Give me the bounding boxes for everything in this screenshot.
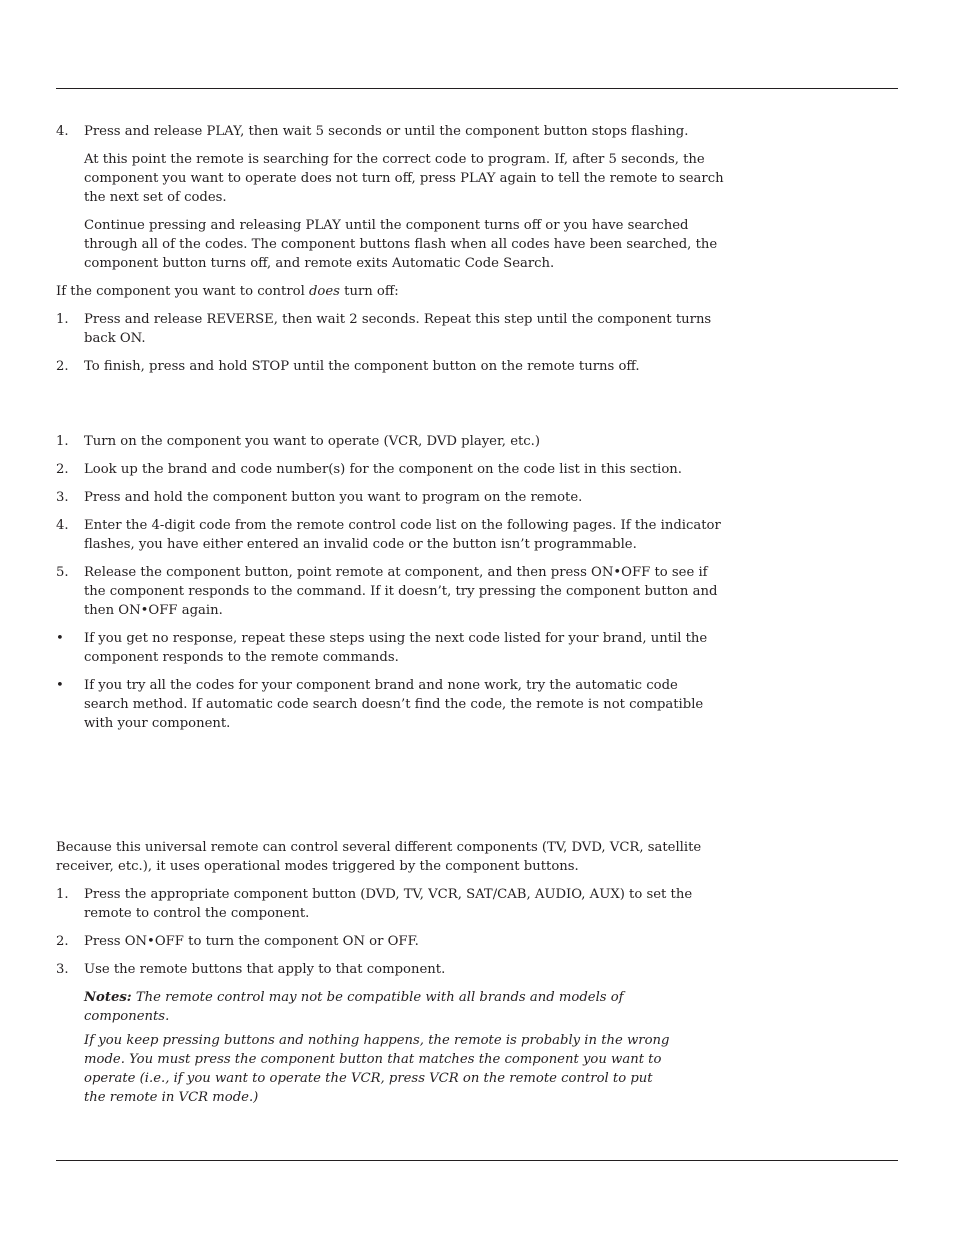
step-text: Turn on the component you want to operate (VCR, DVD player, etc.): [84, 434, 541, 449]
step-4-paragraph-1: At this point the remote is searching for the correct code to program. If, after 5 seconds, the component you want to operate does not turn off, press PLAY again to tell the remote to search the next set of codes.: [84, 152, 724, 205]
reverse-step-2: [56, 357, 726, 376]
step-text: Press and release PLAY, then wait 5 seconds or until the component button stops flashing.: [84, 124, 689, 139]
step-text: Enter the 4-digit code from the remote control code list on the following pages. If the indicator flashes, you have either entered an invalid code or the button isn’t programmable.: [84, 518, 721, 552]
mode-step-2: [56, 932, 726, 951]
header-rule: [56, 88, 898, 89]
step-number: 3.: [56, 490, 69, 505]
direct-entry-step-5: [56, 563, 726, 620]
bullet-item-2: [56, 676, 726, 733]
step-text: Look up the brand and code number(s) for the component on the code list in this section.: [84, 462, 682, 477]
bullet-item-1: [56, 629, 726, 667]
bullet-mark: •: [56, 678, 64, 693]
step-text: Press and hold the component button you want to program on the remote.: [84, 490, 583, 505]
step-number: 2.: [56, 934, 69, 949]
step-number: 5.: [56, 565, 69, 580]
reverse-step-1: [56, 310, 726, 348]
step-number: 1.: [56, 434, 69, 449]
note-2: If you keep pressing buttons and nothing happens, the remote is probably in the wrong mode. You must press the component button that matches the component you want to operate (i.e., if you want to operate the VCR, press VCR on the remote control to put the remote in VCR mode.): [84, 1033, 670, 1105]
step-number: 4.: [56, 124, 69, 139]
step-number: 2.: [56, 359, 69, 374]
section-spacer: [56, 385, 726, 432]
note-1: [84, 988, 674, 1026]
intro-text-post: turn off:: [339, 284, 399, 299]
note-1-text: The remote control may not be compatible with all brands and models of components.: [84, 990, 624, 1024]
bullet-text: If you try all the codes for your component brand and none work, try the automatic code search method. If automatic code search doesn’t find the code, the remote is not compatible with your component.: [84, 678, 704, 731]
step-number: 1.: [56, 312, 69, 327]
step-number: 2.: [56, 462, 69, 477]
step-text: Use the remote buttons that apply to that component.: [84, 962, 446, 977]
step-text: To finish, press and hold STOP until the component button on the remote turns off.: [84, 359, 640, 374]
bullet-mark: •: [56, 631, 64, 646]
step-text: Release the component button, point remote at component, and then press ON•OFF to see if the component responds to the command. If it doesn’t, try pressing the component button and then ON•OFF again.: [84, 565, 718, 618]
step-number: 4.: [56, 518, 69, 533]
notes-label: Notes:: [84, 990, 132, 1005]
page-content: [56, 122, 726, 1112]
step-4-paragraph-2: Continue pressing and releasing PLAY until the component turns off or you have searched through all of the codes. The component buttons flash when all codes have been searched, the component button turns off, and remote exits Automatic Code Search.: [84, 218, 718, 271]
direct-entry-step-1: [56, 432, 726, 451]
step-text: Press and release REVERSE, then wait 2 seconds. Repeat this step until the component turns back ON.: [84, 312, 712, 346]
direct-entry-step-4: [56, 516, 726, 554]
mode-step-3: [56, 960, 726, 979]
modes-intro: Because this universal remote can control several different components (TV, DVD, VCR, satellite receiver, etc.), it uses operational modes triggered by the component buttons.: [56, 840, 702, 874]
intro-text-pre: If the component you want to control: [56, 284, 309, 299]
footer-rule: [56, 1160, 898, 1161]
step-text: Press ON•OFF to turn the component ON or OFF.: [84, 934, 419, 949]
intro-text-emphasis: does: [308, 284, 340, 299]
step-text: Press the appropriate component button (DVD, TV, VCR, SAT/CAB, AUDIO, AUX) to set the remote to control the component.: [84, 887, 693, 921]
step-number: 3.: [56, 962, 69, 977]
step-number: 1.: [56, 887, 69, 902]
direct-entry-step-2: [56, 460, 726, 479]
section-spacer: [56, 742, 726, 838]
bullet-text: If you get no response, repeat these steps using the next code listed for your brand, until the component responds to the remote commands.: [84, 631, 708, 665]
step-4: [56, 122, 726, 141]
does-turn-off-intro: [56, 282, 726, 301]
mode-step-1: [56, 885, 726, 923]
direct-entry-step-3: [56, 488, 726, 507]
